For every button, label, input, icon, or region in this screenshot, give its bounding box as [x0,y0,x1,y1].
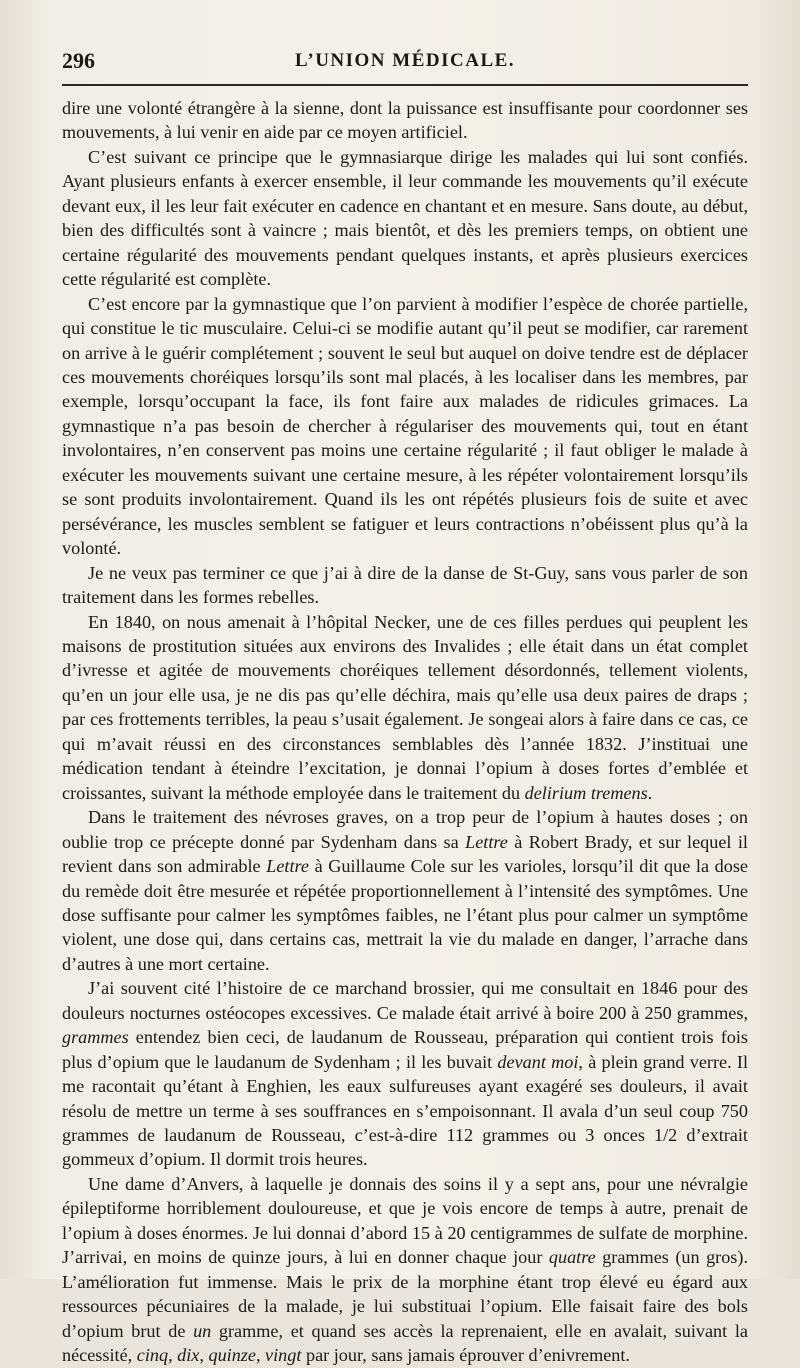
page-number: 296 [62,48,95,73]
body-text [62,96,748,1368]
running-title: L’UNION MÉDICALE. [294,50,516,71]
paragraph: J’ai souvent cité l’histoire de ce marchand brossier, qui me consultait en 1846 pour des douleurs nocturnes ostéocopes excessives. Ce malade était arrivé à boire 200 à 250 grammes, grammes entendez bien ceci, de laudanum de Rousseau, préparation qui contient trois fois plus d’opium que le laudanum de Sydenham ; il les buvait devant moi, à plein grand verre. Il me racontait qu’étant à Enghien, les eaux sulfureuses ayant exagéré ses douleurs, il avait résolu de mettre un terme à ses souffrances en s’empoisonnant. Il avala d’un seul coup 750 grammes de laudanum de Rousseau, c’est-à-dire 112 grammes ou 3 onces 1/2 d’extrait gommeux d’opium. Il dormit trois heures. [62,978,749,1170]
header-rule [62,84,748,86]
paragraph: Je ne veux pas terminer ce que j’ai à dire de la danse de St-Guy, sans vous parler de son traitement dans les formes rebelles. [62,562,748,608]
paragraph: C’est encore par la gymnastique que l’on parvient à modifier l’espèce de chorée partielle, qui constitue le tic musculaire. Celui-ci se modifie autant qu’il peut se modifier, car rarement on arrive à le guérir complétement ; souvent le seul but auquel on doive tendre est de déplacer ces mouvements choréiques lorsqu’ils sont mal placés, à les localiser dans les membres, par exemple, lorsqu’occupant la face, ils font faire aux malades de ridicules grimaces. La gymnastique n’a pas besoin de chercher à régulariser des mouvements qui, tout en étant involontaires, n’en conservent pas moins une certaine régularité ; il faut obliger le malade à exécuter les mouvements suivant une certaine mesure, à les répéter volontairement lorsqu’ils se sont produits involontairement. Quand ils les ont répétés plusieurs fois de suite et avec persévérance, les muscles semblent se fatiguer et leurs contractions n’obéissent plus qu’à la volonté. [62,293,748,559]
paragraph: Dans le traitement des névroses graves, on a trop peur de l’opium à hautes doses ; on oublie trop ce précepte donné par Sydenham dans sa Lettre à Robert Brady, et sur lequel il revient dans son admirable Lettre à Guillaume Cole sur les varioles, lorsqu’il dit que la dose du remède doit être mesurée et répétée proportionnellement à l’intensité des symptômes. Une dose suffisante pour calmer les symptômes faibles, ne l’étant plus pour calmer un symptôme violent, une dose qui, dans certains cas, mettrait la vie du malade en danger, l’arrache dans d’autres à une mort certaine. [62,807,748,974]
paragraph: C’est suivant ce principe que le gymnasiarque dirige les malades qui lui sont confiés. Ayant plusieurs enfants à exercer ensemble, il leur commande les mouvements qu’il exécute devant eux, il les leur fait exécuter en cadence en chantant et en mesure. Sans doute, au début, bien des difficultés sont à vaincre ; mais bientôt, et dès les premiers temps, on obtient une certaine régularité des mouvements pendant quelques instants, et après plusieurs exercices cette régularité est complète. [62,146,748,290]
paragraph: dire une volonté étrangère à la sienne, dont la puissance est insuffisante pour coordonner ses mouvements, à lui venir en aide par ce moyen artificiel. [62,98,748,143]
paragraph: Une dame d’Anvers, à laquelle je donnais des soins il y a sept ans, pour une névralgie épileptiforme horriblement douloureuse, et que je vois encore de temps à autre, prenait de l’opium à doses énormes. Je lui donnai d’abord 15 à 20 centigrammes de sulfate de morphine. J’arrivai, en moins de quinze jours, à lui en donner chaque jour quatre grammes (un gros). L’amélioration fut immense. Mais le prix de la morphine étant trop élevé eu égard aux ressources pécuniaires de la malade, je lui substituai l’opium. Elle faisait faire des bols d’opium brut de un gramme, et quand ses accès la reprenaient, elle en avalait, suivant la nécessité, cinq, dix, quinze, vingt par jour, sans jamais éprouver d’enivrement. [62,1173,748,1366]
paragraph: En 1840, on nous amenait à l’hôpital Necker, une de ces filles perdues qui peuplent les maisons de prostitution situées aux environs des Invalides ; elle était dans un état complet d’ivresse et agitée de mouvements choréiques tellement désordonnés, tellement violents, qu’en un jour elle usa, je ne dis pas qu’elle déchira, mais qu’elle usa deux paires de draps ; par ces frottements terribles, la peau s’usait également. Je songeai alors à faire dans ce cas, ce qui m’avait réussi en des circonstances semblables dès l’année 1832. J’instituai une médication tendant à éteindre l’excitation, je donnai l’opium à doses fortes d’emblée et croissantes, suivant la méthode employée dans le traitement du delirium tremens. [62,611,748,803]
page-header [62,48,748,80]
